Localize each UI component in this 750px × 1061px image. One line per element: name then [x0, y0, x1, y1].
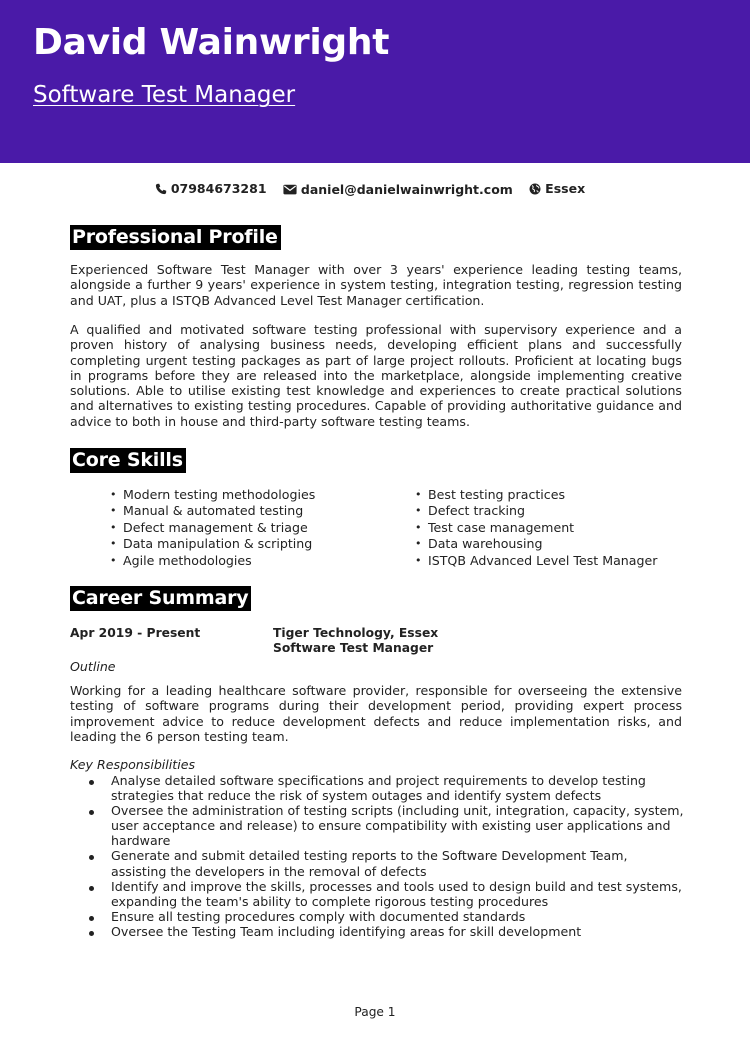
phone-icon [155, 183, 167, 195]
responsibilities-label: Key Responsibilities [70, 757, 196, 772]
skills-right-list [415, 487, 657, 569]
skill-item: • Best testing practices [415, 487, 657, 503]
skill-item: • ISTQB Advanced Level Test Manager [415, 553, 657, 569]
skills-heading: Core Skills [70, 448, 186, 473]
skill-item: • Manual & automated testing [110, 503, 315, 519]
contact-bar [0, 181, 740, 198]
skill-item: • Defect tracking [415, 503, 657, 519]
responsibility-item: Oversee the administration of testing scripts (including unit, integration, capacity, system, user acceptance and release) to ensure compatibility with existing user applications and hardware [86, 803, 686, 848]
envelope-icon [283, 184, 297, 195]
globe-icon [529, 183, 541, 195]
header-banner [0, 0, 750, 163]
page-number: Page 1 [354, 1005, 396, 1019]
skill-item: • Defect management & triage [110, 520, 315, 536]
responsibility-item: Ensure all testing procedures comply with documented standards [86, 909, 686, 924]
job-dates: Apr 2019 - Present [70, 626, 201, 640]
candidate-name: David Wainwright [33, 22, 390, 63]
job-outline: Working for a leading healthcare software provider, responsible for overseeing the extensive testing of software programs during their development period, providing expert process improvement advice to reduce development defects and reduce implementation risks, and leading the 6 person testing team. [70, 683, 682, 744]
skills-left-list [110, 487, 315, 569]
skill-item: • Data warehousing [415, 536, 657, 552]
job-title: Software Test Manager [273, 641, 434, 655]
skill-item: • Modern testing methodologies [110, 487, 315, 503]
responsibilities-list [86, 773, 686, 939]
responsibility-item: Identify and improve the skills, processes and tools used to design build and test systems, expanding the team's ability to complete rigorous testing procedures [86, 879, 686, 909]
job-company: Tiger Technology, Essex [273, 626, 439, 640]
contact-email-text: daniel@danielwainwright.com [300, 181, 513, 197]
contact-location [529, 181, 585, 196]
contact-phone-text: 07984673281 [170, 181, 267, 196]
skill-item: • Test case management [415, 520, 657, 536]
profile-paragraph-2: A qualified and motivated software testing professional with supervisory experience and a proven history of analysing business needs, developing efficient plans and successfully completing urgent testing packages as part of large project rollouts. Proficient at locating bugs in programs before they are released into the marketplace, alongside implementing creative solutions. Able to utilise existing test knowledge and experiences to create practical solutions and alternatives to existing testing procedures. Capable of providing authoritative guidance and advice to both in house and third-party software testing teams. [70, 322, 682, 429]
responsibility-item: Generate and submit detailed testing reports to the Software Development Team, assisting the developers in the removal of defects [86, 848, 686, 878]
responsibility-item: Analyse detailed software specifications and project requirements to develop testing strategies that reduce the risk of system outages and identify system defects [86, 773, 686, 803]
profile-paragraph-1: Experienced Software Test Manager with over 3 years' experience leading testing teams, alongside a further 9 years' experience in system testing, integration testing, regression testing and UAT, plus a ISTQB Advanced Level Test Manager certification. [70, 262, 682, 308]
career-heading: Career Summary [70, 586, 251, 611]
candidate-role: Software Test Manager [33, 82, 296, 108]
skill-item: • Agile methodologies [110, 553, 315, 569]
skill-item: • Data manipulation & scripting [110, 536, 315, 552]
responsibility-item: Oversee the Testing Team including identifying areas for skill development [86, 924, 686, 939]
contact-phone[interactable] [155, 181, 267, 196]
contact-location-text: Essex [545, 181, 586, 196]
contact-email[interactable] [283, 182, 513, 197]
outline-label: Outline [70, 659, 116, 674]
profile-heading: Professional Profile [70, 225, 281, 250]
